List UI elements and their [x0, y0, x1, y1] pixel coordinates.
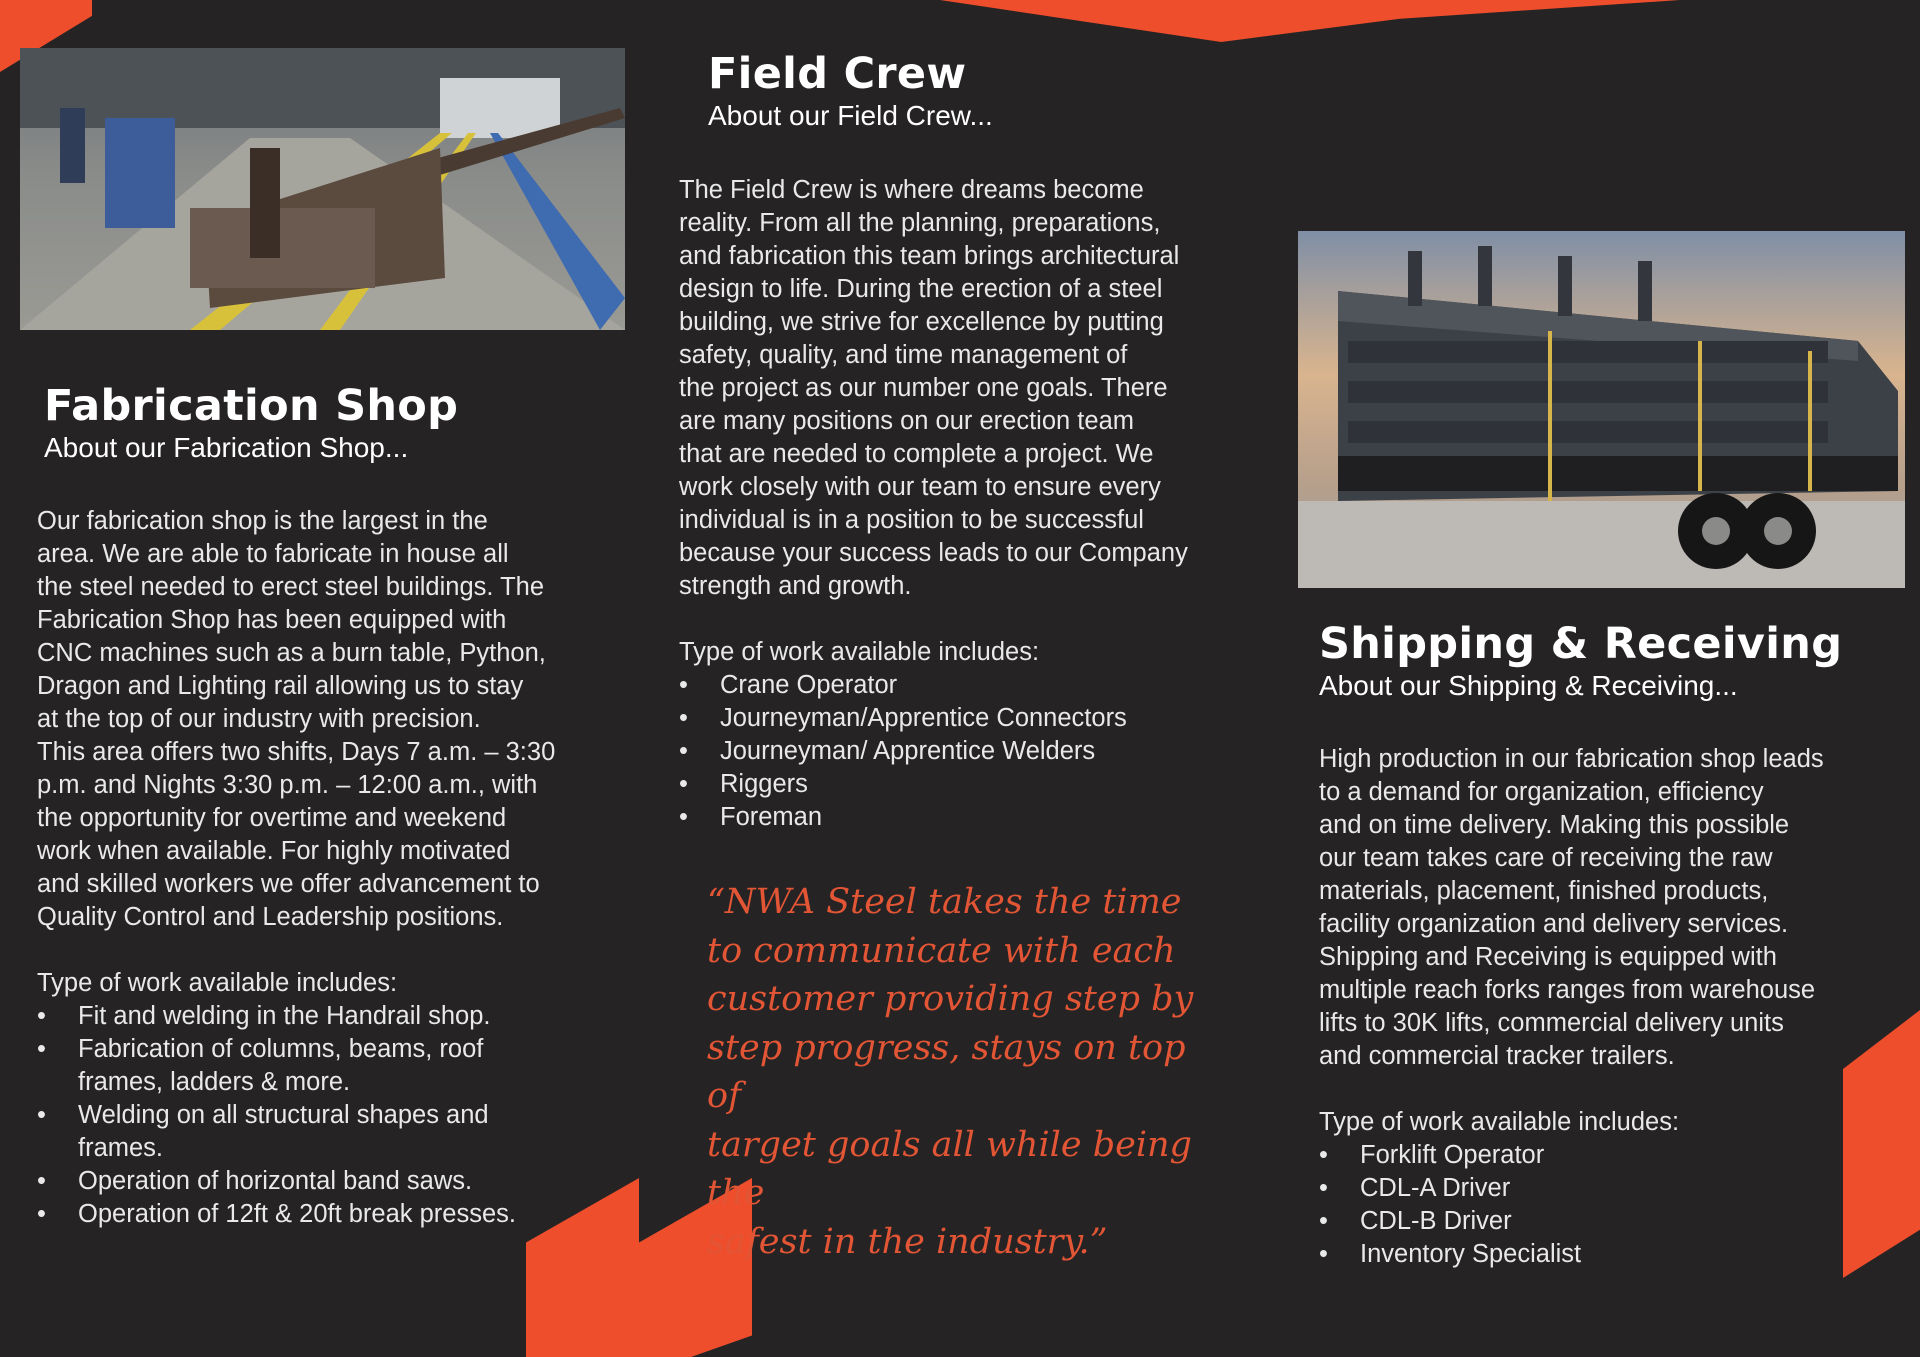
- body-line: that are needed to complete a project. We: [679, 440, 1154, 468]
- field-crew-body: [679, 174, 1259, 834]
- quote-line: safest in the industry.”: [707, 1221, 1108, 1262]
- field-crew-quote: [707, 878, 1227, 1266]
- body-line: Our fabrication shop is the largest in the: [37, 507, 488, 535]
- body-line: and fabrication this team brings architectural: [679, 242, 1180, 270]
- body-line: Quality Control and Leadership positions.: [37, 903, 504, 931]
- body-line: This area offers two shifts, Days 7 a.m. – 3:30: [37, 738, 556, 766]
- body-line: and on time delivery. Making this possible: [1319, 811, 1790, 839]
- body-line: individual is in a position to be successful: [679, 506, 1144, 534]
- fabrication-shop-subtitle: About our Fabrication Shop...: [44, 432, 409, 464]
- field-crew-work-intro: Type of work available includes:: [679, 638, 1040, 666]
- shipping-receiving-title: Shipping & Receiving: [1319, 619, 1843, 669]
- list-item: • Inventory Specialist: [1319, 1238, 1899, 1271]
- field-crew-subtitle: About our Field Crew...: [708, 100, 993, 132]
- list-item-text: frames, ladders & more.: [78, 1068, 351, 1096]
- list-item: • Riggers: [679, 768, 1259, 801]
- fabrication-body-paragraph: [37, 505, 617, 934]
- quote-line: to communicate with each: [707, 930, 1176, 971]
- field-crew-body-paragraph: [679, 174, 1259, 603]
- quote-line: step progress, stays on top of: [707, 1027, 1186, 1116]
- body-line: High production in our fabrication shop leads: [1319, 745, 1824, 773]
- factory-floor-photo-icon: [20, 48, 625, 330]
- body-line: reality. From all the planning, preparations,: [679, 209, 1161, 237]
- fabrication-shop-photo: [20, 48, 625, 330]
- body-line: materials, placement, finished products,: [1319, 877, 1769, 905]
- body-line: are many positions on our erection team: [679, 407, 1134, 435]
- list-item-text: frames.: [78, 1134, 164, 1162]
- body-line: Fabrication Shop has been equipped with: [37, 606, 507, 634]
- body-line: safety, quality, and time management of: [679, 341, 1128, 369]
- body-line: p.m. and Nights 3:30 p.m. – 12:00 a.m., with: [37, 771, 538, 799]
- quote-line: target goals all while being the: [707, 1124, 1192, 1213]
- list-item-text: Operation of 12ft & 20ft break presses.: [78, 1200, 516, 1228]
- quote-line: customer providing step by: [707, 979, 1194, 1019]
- list-item: • Foreman: [679, 801, 1259, 834]
- list-item: [37, 1000, 617, 1033]
- body-line: building, we strive for excellence by putting: [679, 308, 1164, 336]
- list-item: [37, 1198, 617, 1231]
- list-item-text: Fit and welding in the Handrail shop.: [78, 1002, 491, 1030]
- list-item: [37, 1099, 617, 1165]
- body-line: design to life. During the erection of a steel: [679, 275, 1163, 303]
- list-item: • CDL-B Driver: [1319, 1205, 1899, 1238]
- list-item: • Crane Operator: [679, 669, 1259, 702]
- list-item: • CDL-A Driver: [1319, 1172, 1899, 1205]
- shipping-receiving-photo: [1298, 231, 1905, 588]
- body-line: the project as our number one goals. There: [679, 374, 1168, 402]
- shipping-body-paragraph: [1319, 743, 1899, 1073]
- list-item-text: Operation of horizontal band saws.: [78, 1167, 473, 1195]
- field-crew-section: [708, 49, 1268, 133]
- body-line: and skilled workers we offer advancement to: [37, 870, 540, 898]
- body-line: lifts to 30K lifts, commercial delivery units: [1319, 1009, 1784, 1037]
- list-item: [37, 1033, 617, 1099]
- shipping-receiving-subtitle: About our Shipping & Receiving...: [1319, 670, 1738, 702]
- shipping-receiving-section: [1319, 619, 1899, 703]
- fabrication-shop-title: Fabrication Shop: [44, 381, 459, 431]
- list-item: [37, 1165, 617, 1198]
- body-line: work closely with our team to ensure every: [679, 473, 1161, 501]
- body-line: facility organization and delivery services.: [1319, 910, 1789, 938]
- steel-on-trailer-photo-icon: [1298, 231, 1905, 588]
- fabrication-work-list: [37, 1000, 617, 1231]
- body-line: The Field Crew is where dreams become: [679, 176, 1144, 204]
- fabrication-shop-section: [44, 381, 604, 465]
- list-item: • Journeyman/ Apprentice Welders: [679, 735, 1259, 768]
- quote-text: [707, 878, 1227, 1266]
- body-line: at the top of our industry with precision.: [37, 705, 481, 733]
- body-line: the steel needed to erect steel buildings. The: [37, 573, 545, 601]
- field-crew-work-list: [679, 669, 1259, 834]
- body-line: CNC machines such as a burn table, Python,: [37, 639, 546, 667]
- list-item-text: Fabrication of columns, beams, roof: [78, 1035, 484, 1063]
- quote-line: “NWA Steel takes the time: [707, 882, 1182, 922]
- body-line: Dragon and Lighting rail allowing us to stay: [37, 672, 524, 700]
- accent-top-center: [940, 0, 1680, 42]
- shipping-work-intro: Type of work available includes:: [1319, 1108, 1680, 1136]
- list-item: • Forklift Operator: [1319, 1139, 1899, 1172]
- fabrication-shop-body: [37, 505, 617, 1231]
- body-line: strength and growth.: [679, 572, 912, 600]
- body-line: to a demand for organization, efficiency: [1319, 778, 1764, 806]
- body-line: and commercial tracker trailers.: [1319, 1042, 1675, 1070]
- body-line: because your success leads to our Company: [679, 539, 1188, 567]
- body-line: our team takes care of receiving the raw: [1319, 844, 1773, 872]
- shipping-receiving-body: [1319, 743, 1899, 1271]
- body-line: multiple reach forks ranges from warehouse: [1319, 976, 1816, 1004]
- list-item: • Journeyman/Apprentice Connectors: [679, 702, 1259, 735]
- body-line: work when available. For highly motivated: [37, 837, 511, 865]
- shipping-work-list: [1319, 1139, 1899, 1271]
- body-line: area. We are able to fabricate in house all: [37, 540, 509, 568]
- field-crew-title: Field Crew: [708, 49, 967, 99]
- body-line: the opportunity for overtime and weekend: [37, 804, 507, 832]
- list-item-text: Welding on all structural shapes and: [78, 1101, 489, 1129]
- body-line: Shipping and Receiving is equipped with: [1319, 943, 1777, 971]
- fabrication-work-intro: Type of work available includes:: [37, 969, 398, 997]
